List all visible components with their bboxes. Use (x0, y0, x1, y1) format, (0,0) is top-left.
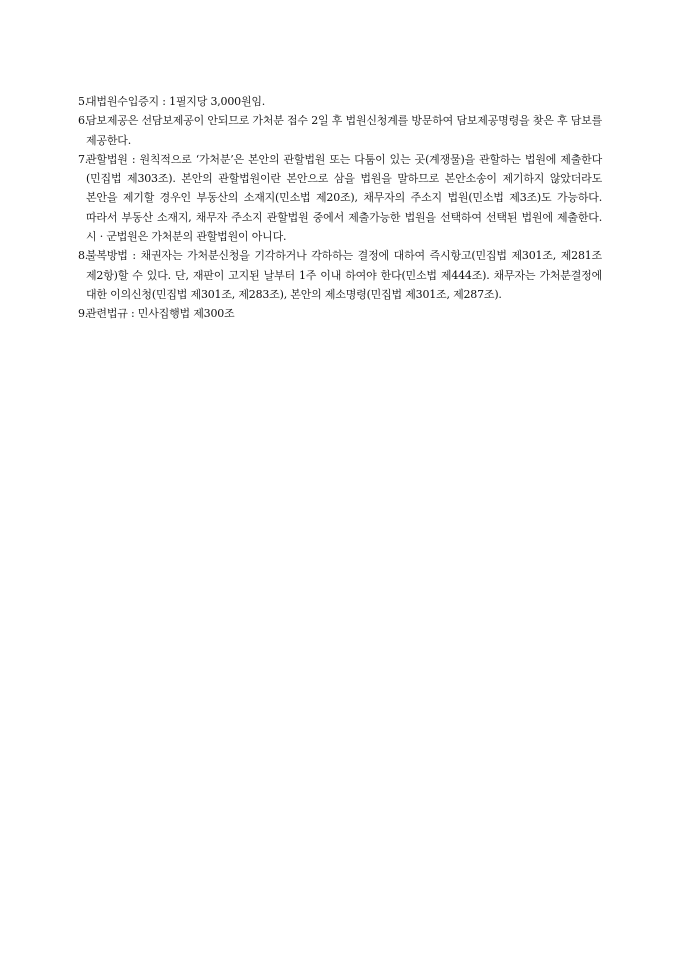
list-item (78, 304, 602, 323)
list-item-text: 관련법규 : 민사집행법 제300조 (86, 307, 235, 321)
list-item-text: 불복방법 : 채권자는 가처분신청을 기각하거나 각하하는 결정에 대하여 즉시항고(민집법 제301조, 제281조 제2항)할 수 있다. 단, 재판이 고지된 날부터 1주 이내 하여야 한다(민소법 제444조). 채무자는 가처분결정에 대한 이의신청(민집법 제301조, 제283조), 본안의 제소명령(민집법 제301조, 제287조). (86, 249, 602, 301)
numbered-list (78, 92, 602, 324)
list-item-number: 9. (78, 307, 89, 321)
list-item-text: 관할법원 : 원칙적으로 ‘가처분’은 본안의 관할법원 또는 다툼이 있는 곳(계쟁물)을 관할하는 법원에 제출한다(민집법 제303조). 본안의 관할법원이란 본안으로 삼을 법원을 말하므로 본안소송이 제기하지 않았더라도 본안을 제기할 경우인 부동산의 소재지(민소법 제20조), 채무자의 주소지 법원(민소법 제3조)도 가능하다. 따라서 부동산 소재지, 채무자 주소지 관할법원 중에서 제출가능한 법원을 선택하여 선택된 법원에 제출한다. 시 · 군법원은 가처분의 관할법원이 아니다. (86, 152, 602, 244)
list-item-number: 6. (78, 114, 89, 128)
list-item (78, 246, 602, 304)
list-item (78, 111, 602, 150)
list-item-number: 8. (78, 249, 89, 263)
list-item (78, 92, 602, 111)
list-item-number: 7. (78, 152, 89, 166)
list-item-text: 대법원수입증지 : 1필지당 3,000원임. (86, 95, 266, 108)
list-item-text: 담보제공은 선담보제공이 안되므로 가처분 접수 2일 후 법원신청계를 방문하여 담보제공명령을 찾은 후 담보를 제공한다. (86, 114, 602, 147)
list-item (78, 150, 602, 246)
list-item-number: 5. (78, 95, 89, 108)
